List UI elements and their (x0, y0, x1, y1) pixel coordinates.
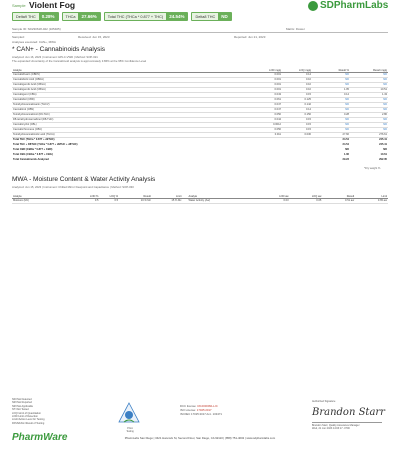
cell: 0.061 (252, 97, 282, 102)
cell: 0.5 (99, 198, 119, 203)
cell: ND (312, 122, 350, 127)
divider (12, 32, 388, 33)
cell: 0.050 (252, 112, 282, 117)
cell: 0.14 (312, 92, 350, 97)
cell: ND (312, 97, 350, 102)
col-lod: LOD % (86, 190, 99, 198)
cell: Total THC (THCa * 0.877 + d9THC) (13, 138, 55, 142)
col-loq: LOQ mg/g (282, 64, 312, 72)
cell: ND (312, 117, 350, 122)
cell: 0.001 (252, 87, 282, 92)
col-result-2: Result (322, 190, 355, 198)
lab-address: PharmLabs San Diego | 3421 Hancock St, Second Floor, San Diego, CA 92110 | (858) 751-4002 | www.sdpharmlabs.com (124, 436, 276, 440)
potency-badges (12, 12, 232, 21)
col-result: Result (119, 190, 152, 198)
cell: 276.61 (350, 132, 388, 137)
col-result-pct: Result % (312, 64, 350, 72)
cell: 0.150 (282, 112, 312, 117)
cell: 0.03 (259, 198, 290, 203)
cell: ND (383, 148, 387, 151)
cell: 24.54 (342, 143, 349, 146)
cell: 10.61 (380, 153, 387, 156)
cell: 0.65 aw (355, 198, 388, 203)
moisture-title: MWA - Moisture Content & Water Activity Analysis (12, 176, 156, 183)
cell: 0.28 (312, 112, 350, 117)
cell: 0.15 (282, 127, 312, 132)
cell: Total THC + D8THC (THCa * 0.877 + d9THC + d8THC) (13, 143, 78, 146)
cell: Cannabidiol (CBD) (12, 97, 252, 102)
badge-value: 0.28% (39, 13, 58, 20)
iso-extra: ISO/IEC 17025:2017 Acc. 103471 (180, 412, 222, 416)
cell: 0.043 (252, 92, 282, 97)
cell: Water Activity (Aw) (182, 198, 259, 203)
badge-key: Total THC (THCa * 0.877 + THC) (105, 13, 166, 20)
cannabinoids-table (12, 64, 388, 162)
received: Received: Jun 15, 2023 (78, 35, 110, 39)
cell: 10.% Mc (119, 198, 152, 203)
cell: 0.5 (86, 198, 99, 203)
cell: 1.43 (350, 92, 388, 97)
matrix: Matrix: Flower (286, 27, 305, 31)
col-lod-2: LOD aw (259, 190, 290, 198)
cell: ND (350, 82, 388, 87)
cell: ND (312, 82, 350, 87)
license-info (180, 404, 222, 416)
sample-label: Sample (12, 3, 26, 8)
cell: ND (350, 72, 388, 77)
cell: 1.05 (312, 87, 350, 92)
cannabinoids-analyzed: Analyzed: Jun 16, 2023 | Instrument: HPLC-VWD | Method: SOP-021 (12, 55, 98, 59)
col-limit-2: Limit (355, 190, 388, 198)
badge-value: 27.66% (78, 13, 99, 20)
cell: 0.030 (282, 132, 312, 137)
cell: Cannabichromene (CBC) (12, 127, 252, 132)
legend-line: ND=Not Detected (12, 398, 32, 401)
cell: 0.142 (282, 102, 312, 107)
badge-value: 24.54% (166, 13, 187, 20)
col-analyte: Analyte (12, 190, 86, 198)
seal-line: Testing (126, 431, 134, 433)
cell: 1.06 (343, 153, 349, 156)
cell: ND (350, 122, 388, 127)
badge-d8thc (191, 12, 231, 21)
table-row (12, 198, 388, 203)
moisture-analyzed: Analyzed: Jun 15, 2023 | Instrument: Chilled Mirror Dewpoint and Capacitance | Method: SOP-030 (12, 185, 134, 189)
cell: 2.80 (350, 112, 388, 117)
cell: 0.0012 (252, 122, 282, 127)
col-limit: Limit (152, 190, 183, 198)
legend-line: LOQ=Limit of Quantitation (12, 411, 41, 415)
cell: 0.15 (282, 117, 312, 122)
cell: ND (312, 72, 350, 77)
signature: Brandon Starr (312, 407, 385, 418)
accreditation-seal-icon (118, 402, 140, 426)
signature-heading: Authorized Signature (312, 400, 336, 403)
cell: 245.41 (379, 143, 387, 146)
cell: ND (350, 127, 388, 132)
badge-total-thc (104, 12, 189, 21)
logo-mark-icon (308, 1, 318, 11)
cell: ND (350, 97, 388, 102)
cell: 245.41 (379, 138, 387, 142)
cell: 0.125 (282, 97, 312, 102)
badge-value: ND (218, 13, 231, 20)
iso-label: ISO License: (180, 408, 197, 412)
legend-line: NR=Not Applicable (12, 404, 34, 408)
col-loq-2: LOQ aw (290, 190, 323, 198)
signer-line: Brandon Starr, Quality Assurance Manager (312, 424, 360, 427)
cell: Tetrahydrocannabivarin (THCV) (12, 102, 252, 107)
sample-id: Sample ID: SD230618-022 (105405) (12, 27, 61, 31)
cell: ND (350, 107, 388, 112)
seal-line: PJLA (127, 428, 133, 430)
cannabinoids-title: * CAN+ - Cannabinoids Analysis (12, 46, 106, 53)
cell: ND (312, 127, 350, 132)
cell: 0.05 (290, 198, 323, 203)
cell: 0.047 (252, 102, 282, 107)
cell: 29.23 (342, 158, 349, 161)
col-loq: LOQ % (99, 190, 119, 198)
cell: 0.044 (252, 117, 282, 122)
cell: Moisture (Mc) (12, 198, 86, 203)
cell: Cannabidivarin (CBDV) (12, 72, 252, 77)
cell: 0.050 (252, 127, 282, 132)
pharmware-logo-text: PharmWare (12, 432, 68, 443)
iso-value: 17025:2017 (196, 408, 212, 412)
signer-info (312, 424, 360, 430)
badge-d9thc (12, 12, 59, 21)
reported: Reported: Jun 21, 2023 (234, 35, 266, 39)
moisture-table (12, 190, 388, 204)
logo-text: SDPharmLabs (320, 0, 389, 11)
license-label: DCC license: (180, 404, 197, 408)
cell: 15 % Mc (152, 198, 183, 203)
legend-line: PASS/FAIL=Result of Testing (12, 421, 45, 425)
cell (282, 157, 312, 162)
license-value: C8-0000091-LIC (197, 404, 218, 408)
cell: 0.14 (282, 107, 312, 112)
cell: ND (312, 102, 350, 107)
cell: ND (345, 148, 349, 151)
cell: Cannabidiolic Acid (CBDA) (12, 77, 252, 82)
cell: 27.66 (312, 132, 350, 137)
cell: 0.15 (282, 122, 312, 127)
sdpharmlabs-logo (308, 0, 388, 11)
legend-line: NR=Not Reported (12, 401, 32, 405)
cell (252, 157, 282, 162)
abbreviations-legend (12, 398, 45, 425)
cell: Cannabigerolic Acid (CBGA) (12, 87, 252, 92)
cell: D8-tetrahydrocannabinol (D8-THC) (12, 117, 252, 122)
cell: ND (312, 77, 350, 82)
sampled: Sampled: (12, 35, 25, 39)
cell: ND (350, 102, 388, 107)
badge-key: Delta8 THC (192, 13, 218, 20)
sample-name: Violent Fog (29, 0, 76, 10)
cell: 0.14 (282, 72, 312, 77)
cell: Cannabigerolic Acid (CBGA) (12, 82, 252, 87)
accreditation-text (118, 428, 142, 434)
cell: Cannabinol (CBN) (12, 107, 252, 112)
cell: 0.51 aw (322, 198, 355, 203)
cell: Cannabicyclol (CBL) (12, 122, 252, 127)
cell: 0.011 (252, 132, 282, 137)
col-analyte-2: Analyte (182, 190, 259, 198)
badge-thca (62, 12, 101, 21)
signer-line: Wed, 21 Jun 2023 14:03:17 -0700 (312, 427, 350, 431)
legend-line: NT=Not Tested (12, 408, 29, 412)
cell: Tetrahydrocannabinolic acid (THCA) (12, 132, 252, 137)
badge-key: THCa (63, 13, 79, 20)
cell: 0.001 (252, 82, 282, 87)
cell: ND (350, 77, 388, 82)
col-analyte: Analyte (12, 64, 252, 72)
cell: Tetrahydrocannabinol (D9-THC) (12, 112, 252, 117)
cell: 0.10 (282, 87, 312, 92)
badge-key: Delta9 THC (13, 13, 39, 20)
cell: 292.35 (379, 158, 387, 161)
cell: 0.001 (252, 77, 282, 82)
col-lod: LOD mg/g (252, 64, 282, 72)
total-row (12, 157, 388, 162)
cell: Total CBD (CBDa * 0.877 + CBD) (13, 148, 53, 151)
cannabinoids-uncertainty: The expanded Uncertainty of the Cannabinoid analysis is approximately 3.86% at the 95% Confidence Level (12, 59, 147, 63)
analyses: Analyses executed: CAN+, MWA (12, 40, 56, 44)
cell: 0.15 (282, 92, 312, 97)
cell: 0.10 (282, 82, 312, 87)
cell: 0.001 (252, 72, 282, 77)
cell: ND (350, 117, 388, 122)
cell: 24.54 (342, 138, 349, 142)
legend-line: Limit=Action Level for Testing (12, 418, 45, 422)
col-result-mg: Result mg/g (350, 64, 388, 72)
cell: ND (312, 107, 350, 112)
cell: 10.51 (350, 87, 388, 92)
legend-line: LOD=Limit of Detection (12, 415, 38, 419)
cell: Total CBG (CBGa * 0.877 + CBG) (13, 153, 53, 156)
cell: 0.10 (282, 77, 312, 82)
cell: Total Cannabinoids Analyzed (13, 158, 49, 161)
dry-weight-note: *Dry weight % (364, 167, 381, 170)
cell: Cannabigerol (CBG) (12, 92, 252, 97)
cell: 0.047 (252, 107, 282, 112)
